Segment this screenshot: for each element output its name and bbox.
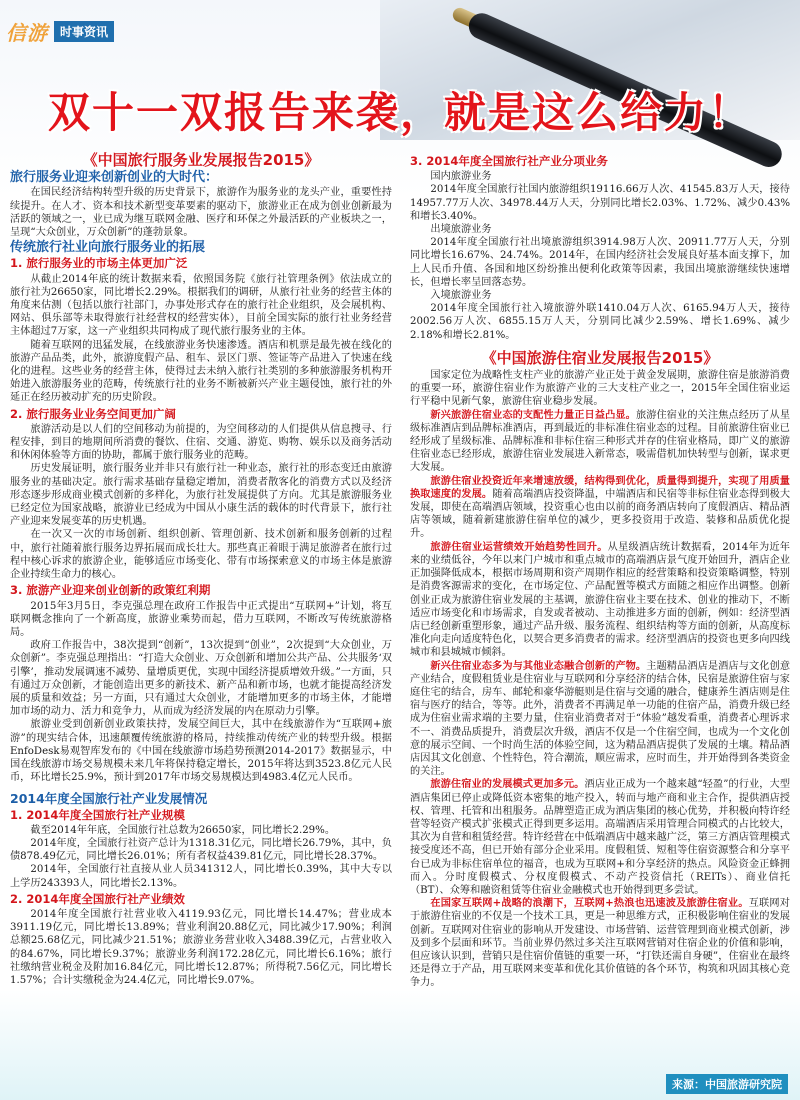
- source-credit: 来源：中国旅游研究院: [666, 1074, 788, 1094]
- report1-paragraph: 2014年度，全国旅行社资产总计为1318.31亿元，同比增长26.79%，其中，负债878.49亿元，同比增长26.01%；所有者权益439.81亿元，同比增长28.37%。: [10, 837, 392, 863]
- report1-title: 《中国旅行服务业发展报告2015》: [82, 151, 320, 169]
- report2-lead: 旅游住宿业的发展模式更加多元。: [430, 779, 585, 791]
- brand-bar: [6, 20, 114, 45]
- report1-item-label: 国内旅游业务: [430, 171, 492, 183]
- report1-paragraph: 政府工作报告中，38次提到“创新”，13次提到“创业”，2次提到“大众创业，万众创新”。李克强总理指出：“打造大众创业、万众创新和增加公共产品、公共服务‘双引擎’，推动发展调速不减势、量增质更优，实现中国经济提质增效升级。”一方面，只有通过万众创新，才能创造出更多的新技术、新产品和新市场，也就才能提高经济发展的质量和效益；另一方面，只有通过大众创业，才能增加更多的市场主体，才能增加市场的动力、活力和竞争力，从而成为经济发展的内在原动力引擎。: [10, 640, 392, 718]
- report2-paragraph: [410, 541, 790, 660]
- report1-paragraph: 2015年3月5日，李克强总理在政府工作报告中正式提出“互联网+”计划，将互联网概念推向了一个新高度，旅游业乘势而起，借力互联网，不断改写传统旅游格局。: [10, 600, 392, 638]
- report1-item-label: 出境旅游业务: [430, 224, 492, 236]
- report2-text: 互联网对于旅游住宿业的不仅是一个技术工具，更是一种思维方式，正积极影响住宿业的发展创新。互联网对住宿业的影响从开发建设、市场营销、运营管理到商业模式创新，涉及到多个层面和环节。当前业界仍然过多关注互联网营销对住宿企业的价值和影响，但应该认识到，营销只是住宿价值链的重要一环，“打铁还需自身硬”，住宿业在最终还是得立于产品，用互联网来变革和优化其价值链的各个环节，构筑和巩固其核心竞争力。: [410, 898, 790, 989]
- report1-subheading-2: 2. 旅行服务业业务空间更加广阔: [10, 406, 176, 421]
- report2-lead: 旅游住宿业投资近年来增速放缓，结构得到优化，质量得到提升，实现了用质量换取速度的发展。: [410, 475, 790, 500]
- report1-subheading-1: 1. 旅行服务业的市场主体更加广泛: [10, 256, 188, 271]
- report2-lead: 旅游住宿业运营绩效开始趋势性回升。: [430, 541, 608, 553]
- report2-text: 酒店业正成为一个越来越“轻盈”的行业，大型酒店集团已停止或降低资本密集的地产投入，转而与地产商和业主合作，提供酒店授权、管理、托管和出租服务。品牌塑造正成为酒店集团的核心优势，并积极向特许经营等轻资产模式扩张模式正得到更多运用。高端酒店采用管理合同模式的占比较大，其次为自营和租赁经营。特许经营在中低端酒店中越来越广泛，第三方酒店管理模式接受度还不高，但已开始有部分企业采用。度假租赁、短租等住宿资源整合和分享平台已成为非标住宿单位的福音，也成为互联网+和分享经济的热点。风险资金正蜂拥而入。分时度假模式、分权度假模式、不动产投资信托（REITs）、商业信托（BT）、众筹和融资租赁等住宿业金融模式也开始得到更多尝试。: [410, 779, 791, 896]
- page-headline: 双十一双报告来袭，就是这么给力！: [47, 88, 752, 137]
- report1-paragraph: 旅游业受到创新创业政策扶持，发展空间巨大，其中在线旅游作为“互联网+旅游”的现实结合体，迅速颠覆传统旅游的格局，持续推动传统产业的转型升级。根据EnfoDesk易观智库发布的《中国在线旅游市场趋势预测2014-2017》数据显示，中国在线旅游市场交易规模未来几年将保持稳定增长，2015年将达到3523.8亿元人民币，环比增长25.9%，预计到2017年市场交易规模达到4983.4亿元人民币。: [10, 719, 392, 784]
- report1-item-label: 入境旅游业务: [430, 290, 492, 302]
- report2-paragraph: [410, 409, 790, 475]
- report2-lead: 新兴住宿业态多为与其他业态融合创新的产物。: [430, 660, 647, 672]
- report1-paragraph: 从截止2014年底的统计数据来看，依照国务院《旅行社管理条例》依法成立的旅行社为26650家，同比增长2.29%。根据我们的调研，从旅行社业务的经营主体的角度来估测（包括以旅行社部门，办事处形式存在的旅行社企业组织，及会展机构、网站、俱乐部等未取得旅行社经营权的经营实体），目前全国实际的旅行社业务经营主体超过7万家，这一产业组织共同构成了现代旅行服务业的主体。: [10, 273, 392, 338]
- report2-title: 《中国旅游住宿业发展报告2015》: [481, 348, 719, 367]
- report2-paragraph: [410, 897, 790, 989]
- report2-paragraph: 国家定位为战略性支柱产业的旅游产业正处于黄金发展期，旅游住宿是旅游消费的重要一环，旅游住宿业作为旅游产业的三大支柱产业之一，2015年全国住宿业运行平稳中见新气象，旅游住宿业稳步发展。: [410, 370, 790, 408]
- report2-paragraph: [410, 778, 790, 897]
- report2-paragraph: [410, 660, 790, 779]
- report1-paragraph: 在一次又一次的市场创新、组织创新、管理创新、技术创新和服务创新的过程中，旅行社随着旅行服务边界拓展而成长壮大。那些真正着眼于满足旅游者在旅行过程中核心诉求的旅游企业，能够适应市场变化、带有市场探索意义的市场主体是旅游企业持续生命力的核心。: [10, 529, 392, 581]
- section-tag: 时事资讯: [54, 21, 114, 42]
- left-column: [10, 152, 392, 987]
- report1-paragraph: 随着互联网的迅猛发展，在线旅游业务快速渗透。酒店和机票是最先被在线化的旅游产品品类，此外，旅游度假产品、租车、景区门票、签证等产品进入了快速在线化的进程。这些业务的经营主体，使得过去未纳入旅行社类别的多种旅游服务机构开始进入旅游服务业的范畴，传统旅行社的业务不断被新兴产业主题侵蚀，旅行社的外延正在经历被动扩充的历史阶段。: [10, 339, 392, 404]
- report1-heading-3: 2014年度全国旅行社产业发展情况: [10, 791, 208, 807]
- report1-paragraph: 2014年度全国旅行社入境旅游外联1410.04万人次、6165.94万人天，接待2002.56万人次、6855.15万人天，分别同比减少2.59%、增长1.69%、减少2.18%和增长2.81%。: [410, 303, 790, 341]
- report1-paragraph: 在国民经济结构转型升级的历史背景下，旅游作为服务业的龙头产业，重要性持续提升。在人才、资本和技术新型变革要素的驱动下，旅游业正在成为创业创新最为活跃的领域之一，业已成为继互联网金融、医疗和环保之外最活跃的产业板块之一，呈现“大众创业，万众创新”的蓬勃景象。: [10, 187, 392, 239]
- report1-paragraph: 历史发展证明，旅行服务业并非只有旅行社一种业态，旅行社的形态变迁由旅游服务业的基础决定。旅行需求基础存量稳定增加，消费者散客化的消费方式以及经济形态逐步形成商业模式创新的多样化，为旅行社发展提供了方向。尤其是旅游服务业已经定位为国家战略，旅游业已经成为中国从小康生活的载体的时代背景下，旅行社产业迎来发展变革的历史机遇。: [10, 463, 392, 528]
- report1-paragraph: 2014年度全国旅行社营业收入4119.93亿元，同比增长14.47%；营业成本3911.19亿元，同比增长13.89%；营业利润20.88亿元，同比减少17.90%；利润总额25.68亿元，同比减少21.51%；旅游业务营业收入3488.39亿元，占营业收入的84.67%，同比增长9.37%；旅游业务利润172.28亿元，同比增长6.16%；旅行社缴纳营业税金及附加16.84亿元，同比增长12.87%；所得税7.56亿元，同比增长1.57%；合计实缴税金为24.4亿元，同比增长9.07%。: [10, 908, 392, 986]
- report1-subheading-4: 1. 2014年度全国旅行社产业规模: [10, 807, 185, 822]
- report1-paragraph: 2014年度全国旅行社出境旅游组织3914.98万人次、20911.77万人天，分别同比增长16.67%、24.74%。2014年，在国内经济社会发展良好基本面支撑下，加上人民币升值、各国和地区纷纷推出便利化政策等因素，我国出境旅游继续快速增长，但增长率呈回落态势。: [410, 237, 790, 288]
- report1-paragraph: 2014年度全国旅行社国内旅游组织19116.66万人次、41545.83万人天，接待14957.77万人次、34978.44万人天，分别同比增长2.03%、1.72%、减少0.43%和增长3.40%。: [410, 184, 790, 222]
- report2-text: 随着高端酒店投资降温，中端酒店和民宿等非标住宿业态得到极大发展，即使在高端酒店领域，投资重心也由以前的商务酒店转向了度假酒店、精品酒店等领域，随着新建旅游住宿单位的减少，更多投资用于改造、装修和品质优化提升。: [410, 488, 791, 540]
- report2-lead: 在国家互联网+战略的浪潮下，互联网+热浪也迅速波及旅游住宿业。: [430, 898, 749, 910]
- report1-subheading-5: 2. 2014年度全国旅行社产业绩效: [10, 891, 185, 906]
- report1-subheading-6: 3. 2014年度全国旅行社产业分项业务: [410, 154, 608, 168]
- report1-subheading-3: 3. 旅游产业迎来创业创新的政策红利期: [10, 583, 211, 598]
- report1-paragraph: 截至2014年年底，全国旅行社总数为26650家，同比增长2.29%。: [30, 824, 336, 836]
- report2-text: 旅游住宿业的关注焦点经历了从星级标准酒店到品牌标准酒店，再到最近的非标准住宿业态的过程。目前旅游住宿业已经形成了星级标准、品牌标准和非标住宿三种形式并存的住宿业格局，即广义的旅游住宿业态已经形成，旅游住宿业发展进入新常态，吸需借机加快转型与创新，谋求更大发展。: [410, 409, 791, 474]
- report2-lead: 新兴旅游住宿业态的支配性力量正日益凸显。: [430, 409, 636, 421]
- brand-logo: 信游: [6, 20, 48, 45]
- report1-heading-2: 传统旅行社业向旅行服务业的拓展: [10, 240, 206, 256]
- report2-text: 主题精品酒店是酒店与文化创意产业结合，度假租赁业是住宿业与互联网和分享经济的结合体，民宿是旅游住宿与家庭住宅的结合，房车、邮轮和豪华游艇则是住宿与交通的融合，健康养生酒店则是住宿与医疗的结合，等等。此外，消费者不再满足单一功能的住宿产品，消费升级已经成为住宿业需求端的主要力量，住宿业消费者对于“体验”越发看重，消费者心理诉求不一、消费品质提升，消费层次升级，酒店不仅是一个住宿空间，也成为一个文化创意的展示空间、一个时尚生活的体验空间，这为精品酒店提供了发展的土壤。精品酒店因其文化创意、个性特色，符合潮流，顺应需求，应时而生，并开始得到各类资金的关注。: [410, 660, 791, 778]
- report1-heading-1: 旅行服务业迎来创新创业的大时代：: [10, 170, 219, 186]
- report1-paragraph: 旅游活动是以人们的空间移动为前提的，为空间移动的人们提供从信息搜寻、行程安排，到目的地期间所消费的餐饮、住宿、交通、游览、购物、娱乐以及商务活动和休闲体验等方面的协助，都属于旅行服务业的范畴。: [10, 423, 392, 462]
- report2-paragraph: [410, 475, 790, 541]
- right-column: [410, 152, 790, 990]
- report2-text: 从星级酒店统计数据看，2014年为近年来的业绩低谷，今年以来门户城市和重点城市的高端酒店景气度开始回升，酒店企业正加强降低成本，根据市场周期和资产周期作相应的经营策略和投资策略调整，特别是消费客源需求的变化，在市场定位、产品配置等模式方面随之相应作出调整。创新创业正成为旅游住宿业发展的主基调，旅游住宿业主要在技术、创业的推动下，不断适应市场变化和市场需求，自发或者被动、主动推进多方面的创新，例如：经济型酒店已经创新重塑形象，通过产品升级、服务流程、组织结构等方面的创新，从高度标准化向走向适度特色化，以契合更多消费者的需求。经济型酒店的投资也更多向四线城市和县城城市倾斜。: [410, 541, 790, 659]
- report1-paragraph: 2014年，全国旅行社直接从业人员341312人，同比增长0.39%，其中大专以上学历243393人，同比增长2.13%。: [10, 864, 392, 889]
